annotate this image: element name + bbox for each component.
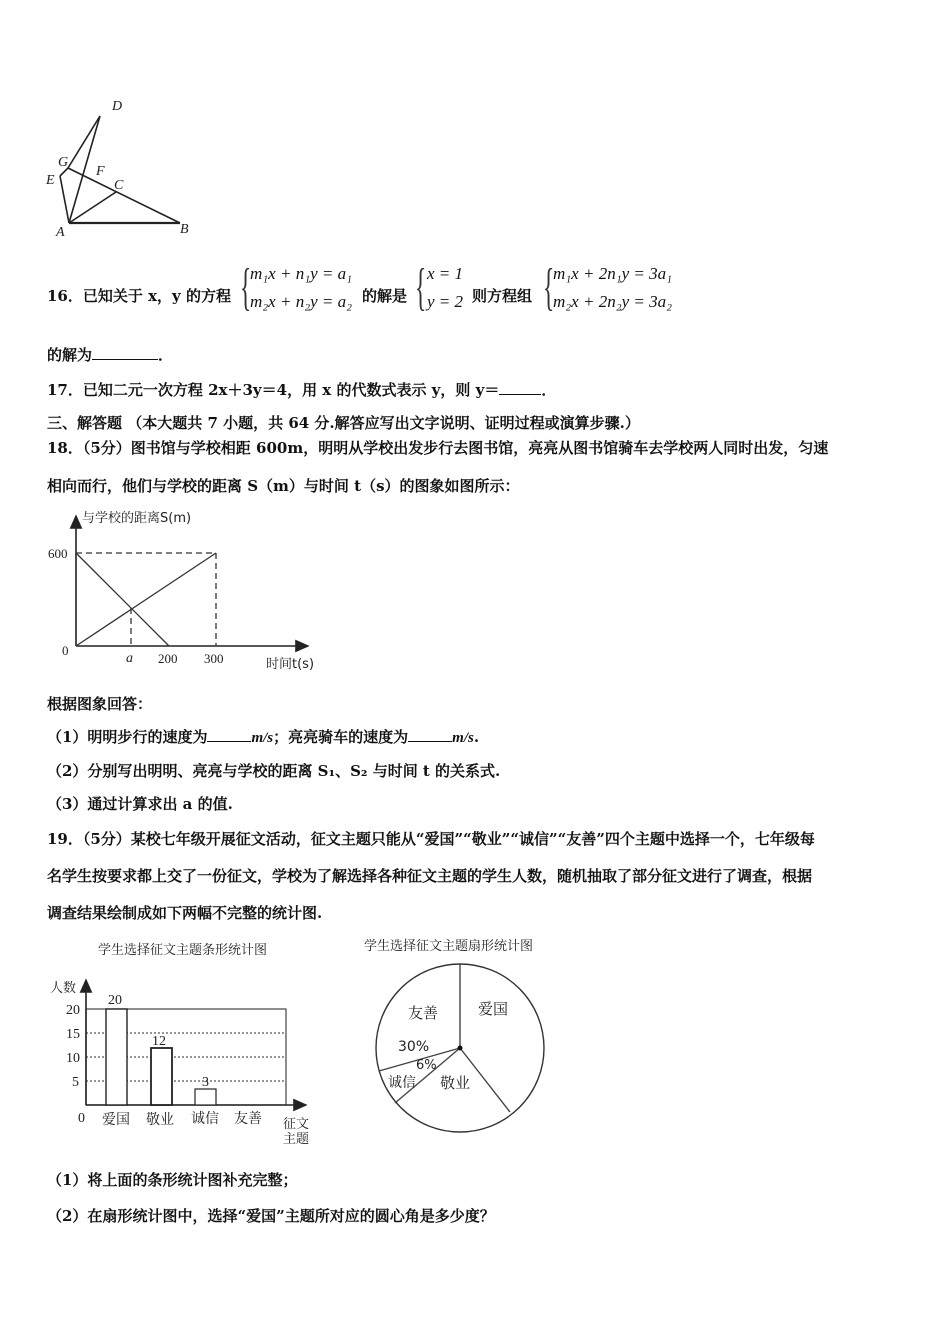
q18-sub3: （3）通过计算求出 a 的值. — [47, 795, 233, 813]
x-axis-label: 时间t(s) — [266, 657, 315, 672]
pie-chart-title: 学生选择征文主题扇形统计图 — [364, 939, 534, 954]
q16-system1-eq2: m₂x + n₂y = a₂ — [250, 292, 353, 311]
series-mingming-line — [76, 553, 216, 646]
x-tick-200: 200 — [158, 651, 178, 666]
point-label-E: E — [46, 173, 55, 188]
q16-then: 则方程组 — [472, 287, 533, 305]
q16-line2-prefix: 的解为 — [47, 346, 93, 364]
q16-system1-eq1: m₁x + n₁y = a₁ — [250, 264, 353, 283]
topic-bar-chart — [30, 930, 330, 1150]
bar-x-axis-label-1: 征文 — [283, 1117, 310, 1132]
q18-sub1-end: . — [473, 728, 480, 746]
q16-system2: { m₁x + 2n₁y = 3a₁ m₂x + 2n₂y = 3a₂ — [543, 259, 673, 316]
topic-pie-chart — [350, 930, 570, 1140]
pie-label-chengxin: 诚信 — [388, 1075, 416, 1091]
series-liangliang-line — [76, 553, 169, 646]
bar-label-aiguo: 20 — [108, 993, 122, 1008]
q16-solution-y: y = 2 — [427, 292, 464, 311]
q18-sub1-text-a: （1）明明步行的速度为 — [47, 728, 208, 746]
bar-label-chengxin: 3 — [202, 1075, 209, 1090]
x-tick-300: 300 — [204, 651, 224, 666]
q16-line2-suffix: ． — [158, 346, 174, 364]
q19-line2: 名学生按要求都上交了一份征文，学校为了解选择各种征文主题的学生人数，随机抽取了部分征文进行了调查，根据 — [47, 867, 813, 885]
bar-y-tick-15: 15 — [66, 1027, 80, 1042]
bar-cat-aiguo: 爱国 — [102, 1112, 130, 1128]
q17-suffix: ． — [541, 381, 557, 399]
point-label-A: A — [56, 225, 65, 240]
q18-sub1-text-b: ；亮亮骑车的速度为 — [273, 728, 409, 746]
bar-y-tick-10: 10 — [66, 1051, 80, 1066]
bar-y-axis-label: 人数 — [50, 981, 77, 996]
bar-chengxin — [195, 1089, 216, 1105]
x-tick-a: a — [126, 651, 133, 666]
q18-sub2: （2）分别写出明明、亮亮与学校的距离 S₁、S₂ 与时间 t 的关系式. — [47, 762, 501, 780]
q17-line — [47, 380, 556, 400]
q17-answer-blank[interactable] — [499, 380, 541, 395]
bar-cat-youshan: 友善 — [234, 1111, 262, 1127]
y-tick-0: 0 — [62, 643, 69, 658]
q19-line3: 调查结果绘制成如下两幅不完整的统计图. — [47, 904, 323, 922]
pie-label-jingye: 敬业 — [440, 1074, 471, 1092]
q16-system1: { m₁x + n₁y = a₁ m₂x + n₂y = a₂ — [240, 259, 353, 316]
bar-label-jingye: 12 — [152, 1034, 166, 1049]
q16-number: 16． — [47, 287, 83, 305]
bar-y-tick-20: 20 — [66, 1003, 80, 1018]
q16-line1 — [47, 286, 231, 306]
section3-heading: 三、解答题 （本大题共 7 小题，共 64 分.解答应写出文字说明、证明过程或演算步骤.） — [47, 414, 640, 432]
bar-y-tick-0: 0 — [78, 1111, 85, 1126]
q16-system2-eq2: m₂x + 2n₂y = 3a₂ — [553, 292, 673, 311]
q18-sub1 — [47, 727, 479, 748]
q16-prefix: 已知关于 x，y 的方程 — [82, 287, 231, 305]
bar-aiguo — [106, 1009, 127, 1105]
q18-answer-blank-1[interactable] — [207, 727, 251, 742]
pie-label-aiguo: 爱国 — [478, 1000, 509, 1018]
q19-sub1: （1）将上面的条形统计图补充完整； — [47, 1171, 298, 1189]
q16-system2-eq1: m₁x + 2n₁y = 3a₁ — [553, 264, 673, 283]
pie-pct-chengxin: 6% — [416, 1058, 437, 1073]
q16-solution: { x = 1 y = 2 — [415, 259, 464, 316]
pie-pct-youshan: 30% — [398, 1039, 430, 1055]
q18-line1: 18．（5分）图书馆与学校相距 600m，明明从学校出发步行去图书馆，亮亮从图书馆骑车去学校两人同时出发，匀速 — [47, 439, 829, 457]
bar-cat-chengxin: 诚信 — [191, 1111, 219, 1127]
q19-line1: 19．（5分）某校七年级开展征文活动，征文主题只能从“爱国”“敬业”“诚信”“友善”四个主题中选择一个，七年级每 — [47, 830, 815, 848]
q16-solution-x: x = 1 — [427, 264, 464, 283]
point-label-G: G — [58, 155, 69, 170]
q16-mid: 的解是 — [362, 287, 408, 305]
point-label-D: D — [112, 99, 123, 114]
bar-jingye — [151, 1048, 172, 1105]
point-label-C: C — [114, 178, 124, 193]
bar-y-tick-5: 5 — [72, 1075, 79, 1090]
distance-time-graph — [30, 500, 330, 680]
q15-geometry-figure — [30, 90, 230, 250]
q18-unit-1: m/s — [251, 730, 274, 746]
q18-line2: 相向而行，他们与学校的距离 S（m）与时间 t（s）的图象如图所示： — [47, 477, 520, 495]
y-axis-label: 与学校的距离S(m) — [82, 511, 192, 526]
y-tick-600: 600 — [48, 546, 68, 561]
point-label-B: B — [180, 222, 189, 237]
bar-chart-title: 学生选择征文主题条形统计图 — [98, 943, 268, 958]
q19-sub2: （2）在扇形统计图中，选择“爱国”主题所对应的圆心角是多少度？ — [47, 1207, 495, 1225]
q16-line2 — [47, 345, 173, 365]
bar-x-axis-label-2: 主题 — [283, 1132, 310, 1147]
bar-cat-jingye: 敬业 — [146, 1112, 174, 1128]
point-label-F: F — [96, 164, 105, 179]
q18-answer-blank-2[interactable] — [408, 727, 452, 742]
q18-intro: 根据图象回答： — [47, 695, 153, 713]
pie-label-youshan: 友善 — [408, 1004, 439, 1022]
q17-text: 17．已知二元一次方程 2x＋3y＝4，用 x 的代数式表示 y，则 y＝ — [47, 381, 500, 399]
q16-answer-blank[interactable] — [92, 345, 158, 360]
q18-unit-2: m/s — [452, 730, 474, 746]
